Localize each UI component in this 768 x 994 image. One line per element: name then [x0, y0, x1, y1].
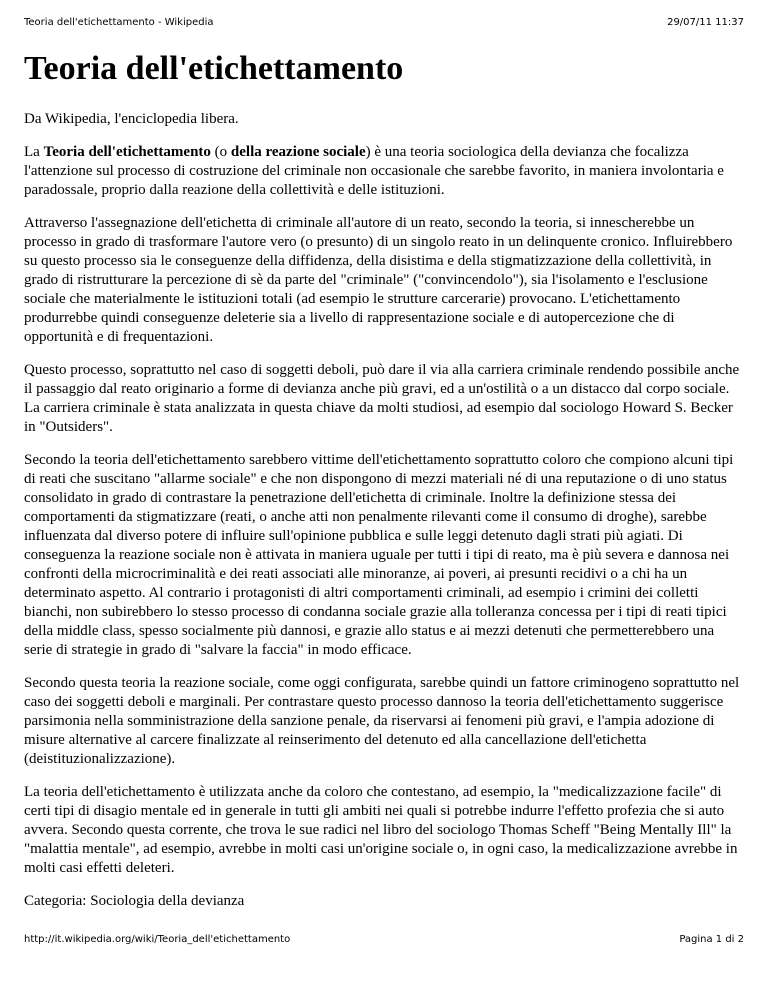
intro-mid: (o [210, 144, 231, 160]
intro-paragraph [24, 143, 744, 200]
paragraph: Attraverso l'assegnazione dell'etichetta di criminale all'autore di un reato, secondo la teoria, si innescherebbe un processo in grado di trasformare l'autore vero (o presunto) di un singolo reato in un delinquente cronico. Influirebbero su questo processo sia le conseguenze della diffidenza, della disistima e della stigmatizzazione della collettività, in grado di ristrutturare la percezione di sè da parte del "criminale" ("convincendolo"), sia l'isolamento e l'esclusione sociale che materialmente le istituzioni totali (ad esempio le strutture carcerarie) provocano. L'etichettamento produrrebbe quindi conseguenze deleterie sia a livello di rappresentazione sociale e di autopercezione che di opportunità e di frequentazioni. [24, 215, 733, 345]
paragraph: Secondo la teoria dell'etichettamento sarebbero vittime dell'etichettamento soprattutto coloro che compiono alcuni tipi di reati che suscitano "allarme sociale" e che non dispongono di mezzi materiali né di una reputazione o di uno status consolidato in grado di contrastare la penetrazione dell'etichetta di criminale. Inoltre la definizione stessa dei comportamenti da stigmatizzare (reati, o anche atti non penalmente rilevanti come il consumo di droghe), sarebbe influenzata dal diverso potere di influire sull'opinione pubblica e sulle leggi detenuto dagli strati più agiati. Di conseguenza la reazione sociale non è attivata in maniera uguale per tutti i tipi di reato, ma è più severa e dannosa nei confronti della microcriminalità e dei reati associati alle minoranze, ai poveri, ai presunti recidivi o a chi ha un determinato aspetto. Al contrario i protagonisti di altri comportamenti criminali, ad esempio i crimini dei colletti bianchi, non subirebbero lo stesso processo di condanna sociale grazie alla tolleranza concessa per i tipi di reati tipici della middle class, spesso socialmente più dannosi, e grazie allo status e ai mezzi detenuti che permetterebbero una serie di strategie in grado di "salvare la faccia" in modo efficace. [24, 452, 734, 658]
print-footer [24, 934, 744, 948]
category-link[interactable]: Categoria: Sociologia della devianza [24, 893, 245, 909]
intro-bold-term: Teoria dell'etichettamento [43, 144, 211, 160]
header-timestamp: 29/07/11 11:37 [667, 17, 744, 28]
intro-post: ) è una teoria sociologica della devianza che focalizza l'attenzione sul processo di costruzione del criminale non occasionale che sarebbe favorito, in maniera involontaria e paradossale, proprio dalla reazione della collettività e delle istituzioni. [24, 144, 724, 198]
footer-page-number: Pagina 1 di 2 [679, 934, 744, 945]
paragraph: La teoria dell'etichettamento è utilizzata anche da coloro che contestano, ad esempio, la "medicalizzazione facile" di certi tipi di disagio mentale ed in generale in tutti gli ambiti nei quali si potrebbe indurre l'effetto profezia che si auto avvera. Secondo questa corrente, che trova le sue radici nel libro del sociologo Thomas Scheff "Being Mentally Ill" la "malattia mentale", ad esempio, avrebbe in molti casi un'origine sociale o, in ogni caso, la medicalizzazione avrebbe in molti casi effetti deleteri. [24, 784, 738, 876]
intro-pre: La [24, 144, 44, 160]
print-header [24, 17, 744, 31]
page-title: Teoria dell'etichettamento [24, 50, 404, 87]
article-subtitle: Da Wikipedia, l'enciclopedia libera. [24, 111, 239, 127]
paragraph: Secondo questa teoria la reazione sociale, come oggi configurata, sarebbe quindi un fattore criminogeno soprattutto nel caso dei soggetti deboli e marginali. Per contrastare questo processo dannoso la teoria dell'etichettamento suggerisce parsimonia nella somministrazione della sanzione penale, da riservarsi ai fenomeni più gravi, e l'ampia adozione di misure alternative al carcere finalizzate al reinserimento del detenuto ed alla cancellazione dell'etichetta (deistituzionalizzazione). [24, 675, 740, 767]
footer-url: http://it.wikipedia.org/wiki/Teoria_dell'etichettamento [24, 934, 291, 945]
article-body [24, 110, 744, 925]
header-page-title: Teoria dell'etichettamento - Wikipedia [24, 17, 214, 28]
paragraph: Questo processo, soprattutto nel caso di soggetti deboli, può dare il via alla carriera criminale rendendo possibile anche il passaggio dal reato originario a forme di devianza anche più gravi, ed a un'ostilità o a un distacco dal corpo sociale. La carriera criminale è stata analizzata in questa chiave da molti studiosi, ad esempio dal sociologo Howard S. Becker in "Outsiders". [24, 362, 740, 435]
intro-bold-alt-term: della reazione sociale [230, 144, 366, 160]
